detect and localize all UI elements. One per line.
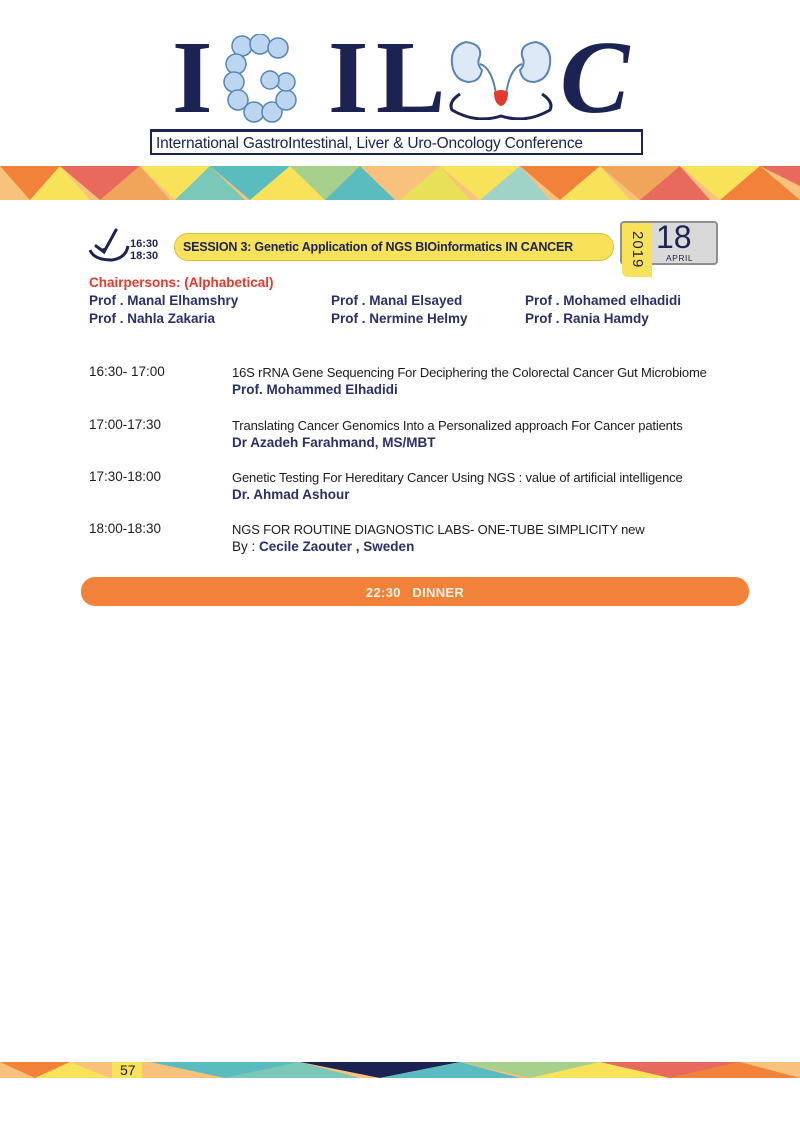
logo-letter-l: L: [376, 20, 446, 135]
date-day: 18: [656, 219, 692, 255]
chairperson-name: Prof . Nermine Helmy: [331, 311, 468, 326]
chairperson-name: Prof . Rania Hamdy: [525, 311, 649, 326]
chairperson-name: Prof . Nahla Zakaria: [89, 311, 216, 326]
dinner-time: 22:30: [365, 585, 401, 600]
date-month: APRIL: [666, 253, 694, 263]
slot-time: 18:00-18:30: [89, 521, 162, 536]
slot-time: 16:30- 17:00: [89, 364, 165, 379]
dinner-bar: [81, 577, 749, 606]
slot-speaker: Prof. Mohammed Elhadidi: [232, 382, 398, 397]
slot-title: Translating Cancer Genomics Into a Personalized approach For Cancer patients: [232, 418, 683, 433]
chairperson-name: Prof . Manal Elsayed: [331, 293, 463, 308]
session-end-time: 18:30: [130, 250, 159, 262]
session-time-range: [130, 238, 158, 262]
slot-title: NGS FOR ROUTINE DIAGNOSTIC LABS- ONE-TUBE SIMPLICITY new: [232, 522, 645, 537]
logo-letter-i2: I: [328, 20, 369, 135]
session-start-time: 16:30: [130, 238, 159, 250]
decorative-band-top: [0, 166, 800, 200]
tagline-box: [150, 129, 643, 155]
session-title-pill: [174, 233, 614, 261]
kidney-icon: [446, 32, 556, 120]
date-year-box: [622, 223, 652, 277]
chairpersons-heading: Chairpersons: (Alphabetical): [89, 275, 274, 290]
logo-beads-icon: [278, 34, 308, 54]
slot-time: 17:30-18:00: [89, 469, 162, 484]
date-badge: [620, 219, 718, 269]
slot-time: 17:00-17:30: [89, 417, 162, 432]
dinner-label: DINNER: [412, 585, 465, 600]
slot-speaker: Dr Azadeh Farahmand, MS/MBT: [232, 435, 436, 450]
clock-icon: [86, 226, 132, 262]
slot-speaker: Dr. Ahmad Ashour: [232, 487, 350, 502]
logo-letters: [150, 20, 645, 135]
logo-letter-i: I: [172, 20, 213, 135]
slot-speaker: Cecile Zaouter , Sweden: [259, 539, 415, 554]
chairperson-name: Prof . Manal Elhamshry: [89, 293, 239, 308]
slot-title: 16S rRNA Gene Sequencing For Deciphering the Colorectal Cancer Gut Microbiome: [232, 365, 707, 380]
conference-logo: [150, 20, 645, 158]
slot-speaker-prefix: By :: [232, 539, 260, 554]
dinner-text: [81, 585, 749, 600]
session-title: SESSION 3: Genetic Application of NGS BIOinformatics IN CANCER: [183, 240, 573, 254]
chairperson-name: Prof . Mohamed elhadidi: [525, 293, 682, 308]
slot-speaker-line: [232, 539, 414, 554]
slot-title: Genetic Testing For Hereditary Cancer Using NGS : value of artificial intelligence: [232, 470, 683, 485]
logo-letter-c: C: [560, 20, 630, 135]
conference-tagline: International GastroIntestinal, Liver & Uro-Oncology Conference: [156, 135, 583, 152]
date-year: 2019: [629, 231, 646, 269]
page-number: 57: [120, 1062, 136, 1078]
